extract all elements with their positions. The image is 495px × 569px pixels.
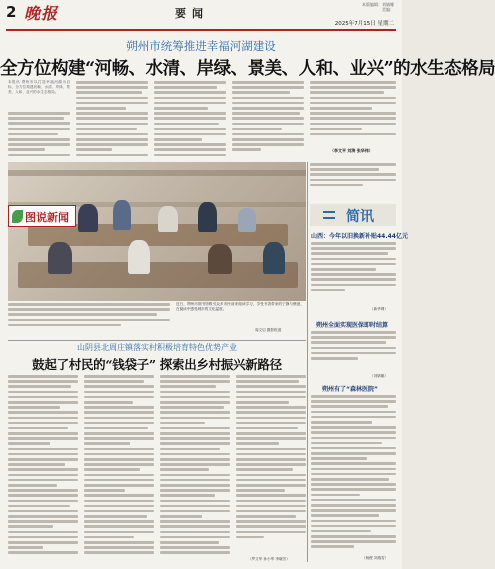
leaf-icon — [12, 210, 23, 223]
lower-article-rule — [8, 340, 306, 341]
lead-column-2 — [76, 81, 148, 160]
lead-column-5 — [310, 81, 396, 143]
photo-left-text — [8, 303, 170, 337]
issue-date: 2025年7月15日 星期二 — [334, 21, 394, 27]
brief-body — [311, 395, 396, 553]
library-photo — [8, 162, 306, 301]
lower-headline: 鼓起了村民的“钱袋子” 探索出乡村振兴新路径 — [32, 357, 282, 372]
lower-kicker: 山阴县北周庄镇落实村积极培育特色优势产业 — [77, 343, 237, 352]
lower-credit: （罗文华 孙小军 李晓芳） — [248, 557, 290, 561]
sidebar-divider — [307, 162, 308, 562]
lead-column-4 — [232, 81, 304, 160]
lead-column-1 — [8, 112, 70, 160]
photo-news-label: 图说新闻 — [25, 211, 69, 224]
lead-column-5-continued — [310, 163, 396, 201]
page-number: 2 — [6, 3, 17, 21]
newspaper-logo: 晚报 — [24, 4, 59, 23]
section-mark-icon — [323, 211, 335, 219]
masthead-rule — [6, 29, 396, 31]
lead-column-3 — [154, 81, 226, 160]
brief-credit: （刘婧娜） — [370, 374, 388, 378]
section-name: 要闻 — [175, 7, 209, 20]
brief-section-title: 简讯 — [346, 209, 374, 225]
lead-intro-text: 本报讯 朔州市以打造幸福河湖为目标，全方位构建河畅、水清、岸绿、景美、人和、业兴的水生态格局。 — [8, 80, 70, 95]
brief-headline: 朔州有了“森林医院” — [322, 386, 378, 393]
photo-caption: 近日，朔州市图书馆吸引众多市民前来阅读学习，享受书香带来的宁静与惬意，在阅读中感受城市的文化温度。 — [176, 302, 304, 311]
editor-line: 本版编辑：刘婧娜 — [362, 2, 394, 7]
lower-column-2 — [84, 375, 154, 560]
photo-credit: 周文启 摄影报道 — [255, 328, 282, 332]
brief-credit: （杨俊 刘瑞雪） — [362, 556, 389, 560]
lead-kicker: 朔州市统筹推进幸福河湖建设 — [126, 39, 276, 53]
lower-column-4 — [236, 375, 306, 555]
brief-body — [311, 331, 396, 373]
edition-info — [362, 2, 394, 12]
designer-line: 美编： — [382, 7, 394, 12]
lead-headline: 全方位构建“河畅、水清、岸绿、景美、人和、业兴”的水生态格局 — [0, 59, 495, 79]
brief-body — [311, 242, 396, 306]
lead-byline: （李文平 刘涛 张华伟） — [330, 148, 373, 153]
lower-column-1 — [8, 375, 78, 560]
brief-credit: （新华网） — [370, 307, 388, 311]
photo-news-badge — [8, 205, 76, 227]
lower-column-3 — [160, 375, 230, 560]
brief-headline: 山西：今年以旧换新补贴44.44亿元 — [311, 233, 408, 240]
brief-headline: 朔州全面实现医保即时结算 — [316, 322, 389, 329]
masthead — [0, 0, 402, 31]
